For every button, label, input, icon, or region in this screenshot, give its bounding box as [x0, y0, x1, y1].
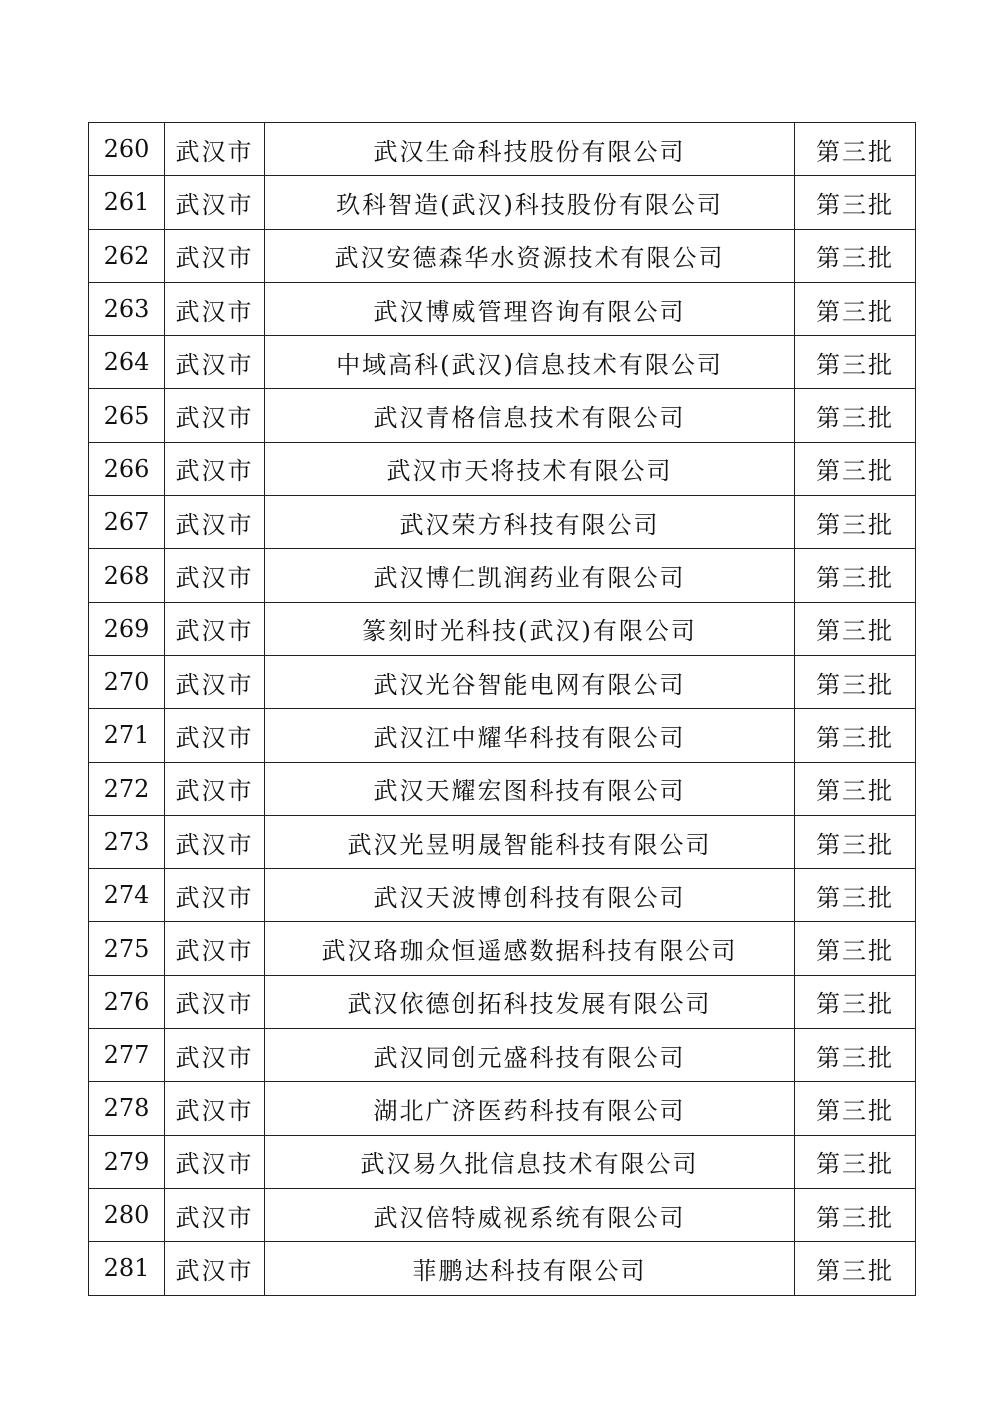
company-name-cell: 武汉易久批信息技术有限公司: [265, 1135, 795, 1188]
batch-cell: 第三批: [795, 602, 916, 655]
row-number-cell: 270: [89, 655, 165, 708]
batch-cell: 第三批: [795, 389, 916, 442]
table-row: [89, 229, 916, 282]
company-name-cell: 武汉市天将技术有限公司: [265, 442, 795, 495]
table-row: [89, 496, 916, 549]
city-cell: 武汉市: [165, 869, 265, 922]
city-cell: 武汉市: [165, 336, 265, 389]
table-row: [89, 602, 916, 655]
company-name-cell: 武汉天波博创科技有限公司: [265, 869, 795, 922]
row-number-cell: 273: [89, 815, 165, 868]
table-row: [89, 815, 916, 868]
batch-cell: 第三批: [795, 762, 916, 815]
batch-cell: 第三批: [795, 549, 916, 602]
batch-cell: 第三批: [795, 442, 916, 495]
company-name-cell: 武汉青格信息技术有限公司: [265, 389, 795, 442]
batch-cell: 第三批: [795, 123, 916, 176]
row-number-cell: 280: [89, 1188, 165, 1241]
company-name-cell: 武汉安德森华水资源技术有限公司: [265, 229, 795, 282]
city-cell: 武汉市: [165, 176, 265, 229]
batch-cell: 第三批: [795, 869, 916, 922]
row-number-cell: 266: [89, 442, 165, 495]
row-number-cell: 278: [89, 1082, 165, 1135]
batch-cell: 第三批: [795, 496, 916, 549]
city-cell: 武汉市: [165, 389, 265, 442]
company-name-cell: 菲鹏达科技有限公司: [265, 1242, 795, 1295]
batch-cell: 第三批: [795, 815, 916, 868]
row-number-cell: 260: [89, 123, 165, 176]
batch-cell: 第三批: [795, 1242, 916, 1295]
table-row: [89, 869, 916, 922]
table-row: [89, 1188, 916, 1241]
company-name-cell: 武汉博仁凯润药业有限公司: [265, 549, 795, 602]
table-row: [89, 975, 916, 1028]
table-row: [89, 709, 916, 762]
table-row: [89, 389, 916, 442]
company-name-cell: 湖北广济医药科技有限公司: [265, 1082, 795, 1135]
city-cell: 武汉市: [165, 1188, 265, 1241]
company-name-cell: 武汉光昱明晟智能科技有限公司: [265, 815, 795, 868]
city-cell: 武汉市: [165, 655, 265, 708]
company-name-cell: 武汉珞珈众恒遥感数据科技有限公司: [265, 922, 795, 975]
company-name-cell: 武汉光谷智能电网有限公司: [265, 655, 795, 708]
city-cell: 武汉市: [165, 1242, 265, 1295]
batch-cell: 第三批: [795, 336, 916, 389]
batch-cell: 第三批: [795, 176, 916, 229]
city-cell: 武汉市: [165, 123, 265, 176]
table-row: [89, 336, 916, 389]
batch-cell: 第三批: [795, 282, 916, 335]
city-cell: 武汉市: [165, 1135, 265, 1188]
row-number-cell: 277: [89, 1029, 165, 1082]
row-number-cell: 267: [89, 496, 165, 549]
city-cell: 武汉市: [165, 815, 265, 868]
company-name-cell: 武汉生命科技股份有限公司: [265, 123, 795, 176]
row-number-cell: 265: [89, 389, 165, 442]
city-cell: 武汉市: [165, 282, 265, 335]
row-number-cell: 276: [89, 975, 165, 1028]
row-number-cell: 264: [89, 336, 165, 389]
company-name-cell: 玖科智造(武汉)科技股份有限公司: [265, 176, 795, 229]
batch-cell: 第三批: [795, 922, 916, 975]
company-list-table: [88, 122, 916, 1296]
row-number-cell: 262: [89, 229, 165, 282]
row-number-cell: 274: [89, 869, 165, 922]
batch-cell: 第三批: [795, 655, 916, 708]
company-name-cell: 武汉博威管理咨询有限公司: [265, 282, 795, 335]
table-row: [89, 1135, 916, 1188]
table-row: [89, 1029, 916, 1082]
table-row: [89, 1082, 916, 1135]
batch-cell: 第三批: [795, 1082, 916, 1135]
company-name-cell: 武汉江中耀华科技有限公司: [265, 709, 795, 762]
row-number-cell: 261: [89, 176, 165, 229]
table-row: [89, 549, 916, 602]
row-number-cell: 268: [89, 549, 165, 602]
row-number-cell: 272: [89, 762, 165, 815]
row-number-cell: 281: [89, 1242, 165, 1295]
batch-cell: 第三批: [795, 709, 916, 762]
company-name-cell: 武汉天耀宏图科技有限公司: [265, 762, 795, 815]
table-row: [89, 655, 916, 708]
batch-cell: 第三批: [795, 1135, 916, 1188]
city-cell: 武汉市: [165, 442, 265, 495]
city-cell: 武汉市: [165, 975, 265, 1028]
company-list-body: [89, 123, 916, 1296]
row-number-cell: 263: [89, 282, 165, 335]
company-name-cell: 篆刻时光科技(武汉)有限公司: [265, 602, 795, 655]
row-number-cell: 279: [89, 1135, 165, 1188]
city-cell: 武汉市: [165, 602, 265, 655]
table-row: [89, 123, 916, 176]
row-number-cell: 275: [89, 922, 165, 975]
company-name-cell: 武汉依德创拓科技发展有限公司: [265, 975, 795, 1028]
city-cell: 武汉市: [165, 709, 265, 762]
city-cell: 武汉市: [165, 1082, 265, 1135]
table-row: [89, 922, 916, 975]
table-row: [89, 282, 916, 335]
batch-cell: 第三批: [795, 229, 916, 282]
table-row: [89, 762, 916, 815]
company-name-cell: 武汉倍特威视系统有限公司: [265, 1188, 795, 1241]
row-number-cell: 271: [89, 709, 165, 762]
company-name-cell: 中域高科(武汉)信息技术有限公司: [265, 336, 795, 389]
city-cell: 武汉市: [165, 496, 265, 549]
batch-cell: 第三批: [795, 1029, 916, 1082]
city-cell: 武汉市: [165, 549, 265, 602]
city-cell: 武汉市: [165, 229, 265, 282]
batch-cell: 第三批: [795, 1188, 916, 1241]
city-cell: 武汉市: [165, 922, 265, 975]
city-cell: 武汉市: [165, 762, 265, 815]
table-row: [89, 1242, 916, 1295]
row-number-cell: 269: [89, 602, 165, 655]
table-row: [89, 176, 916, 229]
company-name-cell: 武汉同创元盛科技有限公司: [265, 1029, 795, 1082]
city-cell: 武汉市: [165, 1029, 265, 1082]
company-name-cell: 武汉荣方科技有限公司: [265, 496, 795, 549]
batch-cell: 第三批: [795, 975, 916, 1028]
table-row: [89, 442, 916, 495]
